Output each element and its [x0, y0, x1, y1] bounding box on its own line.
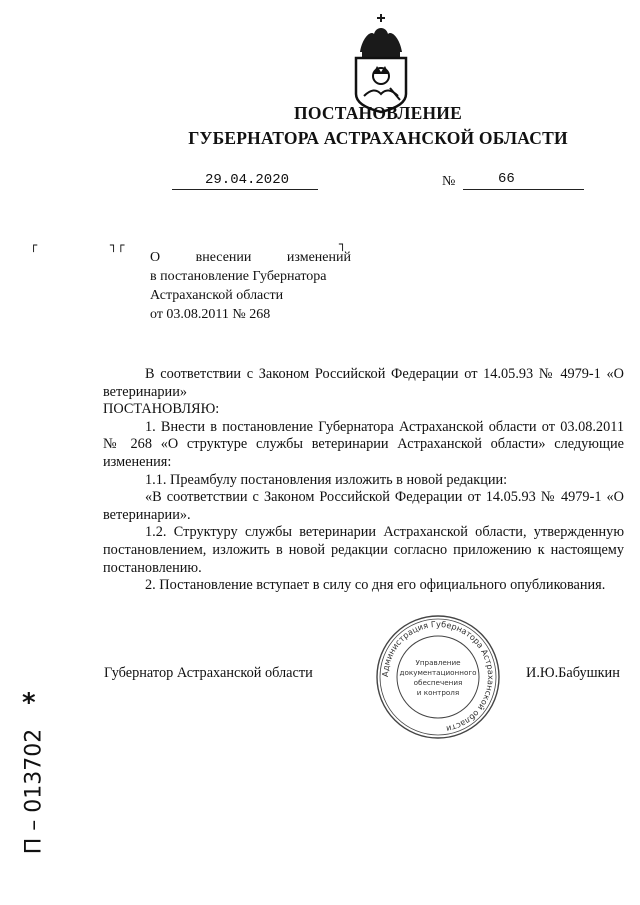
stamp-center-line: и контроля [416, 688, 460, 697]
number-underline [463, 189, 584, 190]
document-date: 29.04.2020 [205, 172, 290, 188]
corner-mark-left: ┌ [30, 238, 38, 252]
signatory-name: И.Ю.Бабушкин [526, 665, 620, 681]
subject-line-4: от 03.08.2011 № 268 [150, 307, 271, 322]
subject-word: внесении [195, 250, 252, 265]
document-type-title: ПОСТАНОВЛЕНИЕ [294, 103, 462, 123]
date-underline [172, 189, 318, 190]
decree-word: ПОСТАНОВЛЯЮ: [103, 401, 220, 418]
subject-word: О [150, 250, 161, 265]
subject-line-2: в постановление Губернатора [150, 269, 327, 284]
item-1-1-text-paragraph: «В соответствии с Законом Российской Федерации от 14.05.93 № 4979-1 «О ветеринарии». [103, 489, 624, 523]
registration-number-text: П – 013702 [21, 728, 47, 855]
coat-of-arms-emblem [350, 14, 412, 114]
subject-line-1 [150, 248, 351, 267]
number-label: № [442, 174, 456, 189]
subject-line-3: Астраханской области [150, 288, 284, 303]
item-1-2-paragraph: 1.2. Структуру службы ветеринарии Астраханской области, утвержденную постановлением, изложить в новой редакции согласно приложению к настоящему постановлению. [103, 524, 624, 576]
stamp-center-line: Управление [415, 658, 461, 667]
registration-mark: * [22, 688, 36, 718]
subject-word: изменений [286, 250, 351, 265]
document-subject [150, 248, 351, 324]
stamp-center-line: документационного [399, 668, 477, 677]
signatory-title: Губернатор Астраханской области [104, 665, 313, 681]
official-stamp [374, 613, 502, 741]
registration-number [20, 715, 48, 875]
item-1-paragraph: 1. Внести в постановление Губернатора Астраханской области от 03.08.2011 № 268 «О структуре службы ветеринарии Астраханской области» следующие изменения: [103, 418, 624, 470]
intro-paragraph: В соответствии с Законом Российской Федерации от 14.05.93 № 4979-1 «О ветеринарии» [103, 366, 624, 400]
stamp-ring-text: Администрация Губернатора Астраханской области [379, 618, 497, 735]
item-2-paragraph: 2. Постановление вступает в силу со дня его официального опубликования. [145, 577, 606, 594]
stamp-center-line: обеспечения [413, 678, 463, 687]
document-body [103, 366, 624, 595]
issuing-authority-title: ГУБЕРНАТОРА АСТРАХАНСКОЙ ОБЛАСТИ [188, 128, 568, 148]
corner-mark-right: ┐ [339, 237, 347, 251]
item-1-1-paragraph: 1.1. Преамбулу постановления изложить в новой редакции: [145, 471, 508, 488]
corner-mark-mid-left: ┐┌ [110, 238, 125, 252]
document-number: 66 [498, 171, 515, 187]
